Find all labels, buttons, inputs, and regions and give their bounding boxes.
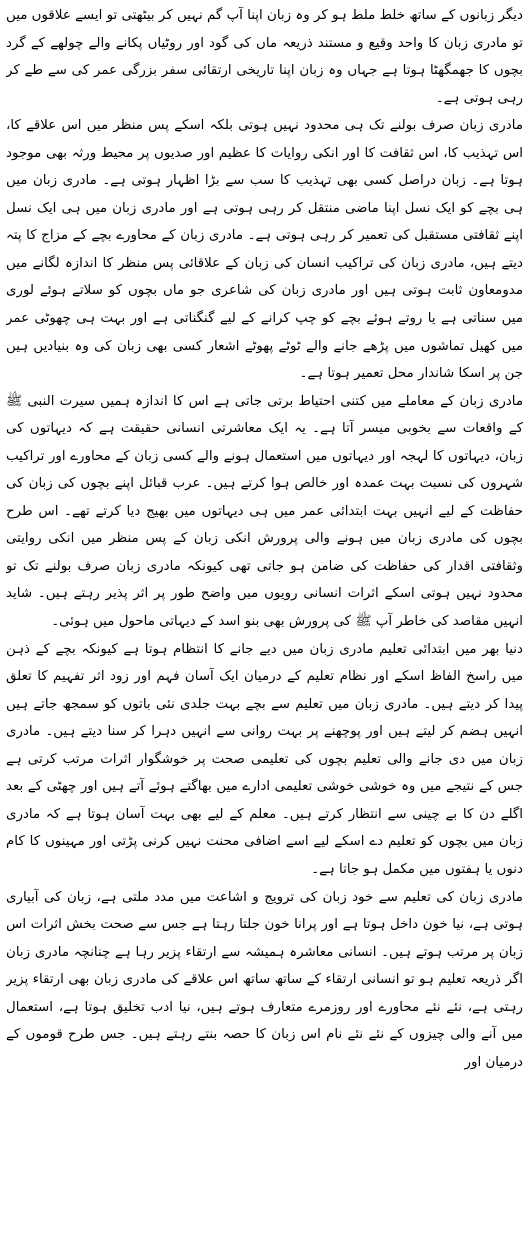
paragraph-2: مادری زبان صرف بولنے تک ہی محدود نہیں ہوتی بلکہ اسکے پس منظر میں اس علاقے کا، اس تہذیب کا، اس ثقافت کا اور انکی روایات کا عظیم اور صدیوں پر محیط ورثہ بھی موجود ہوتا ہے۔ زبان دراصل کسی بھی تہذیب کا سب سے بڑا اظہار ہوتی ہے۔ مادری زبان میں ہی بچے کو ایک نسل اپنا ماضی منتقل کر رہی ہوتی ہے اور مادری زبان میں ہی ایک نسل اپنے ثقافتی مستقبل کی تعمیر کر رہی ہوتی ہے۔ مادری زبان کے محاورے بچے کے مزاج کا پتہ دیتے ہیں، مادری زبان کی تراکیب انسان کی زبان کے علاقائی پس منظر کا اندازہ لگانے میں مدومعاون ثابت ہوتی ہیں اور مادری زبان کی شاعری جو ماں بچوں کو سلاتے ہوئے لوری میں سناتی ہے یا روتے ہوئے بچے کو چپ کرانے کے لیے گنگناتی ہے اور بہت ہی چھوٹی عمر میں کھیل تماشوں میں پڑھے جانے والے ٹوٹے پھوٹے اشعار کسی بھی زبان کی وہ بنیادیں ہیں جن پر اسکا شاندار محل تعمیر ہوتا ہے۔ (6, 118, 523, 382)
paragraph-4: دنیا بھر میں ابتدائی تعلیم مادری زبان میں دیے جانے کا انتظام ہوتا ہے کیونکہ بچے کے ذہن میں راسخ الفاظ اسکے اور نظام تعلیم کے درمیان ایک آسان فہم اور زود اثر تفہیم کا تعلق پیدا کر دیتے ہیں۔ مادری زبان میں تعلیم سے بچے بہت جلدی نئی باتوں کو سمجھ جاتے ہیں انہیں ہضم کر لیتے ہیں اور پوچھنے پر بہت روانی سے انہیں دہرا کر سنا دیتے ہیں۔ مادری زبان میں دی جانے والی تعلیم بچوں کی تعلیمی صحت پر خوشگوار اثرات مرتب کرتی ہے جس کے نتیجے میں وہ خوشی خوشی تعلیمی ادارے میں بھاگتے ہوئے آتے ہیں اور چھٹی کے بعد اگلے دن کا بے چینی سے انتظار کرتے ہیں۔ معلم کے لیے بھی بہت آسان ہوتا ہے کہ مادری زبان میں بچوں کو تعلیم دے اسکے لیے اسے اضافی محنت نہیں کرنی پڑتی اور مہینوں کا کام دنوں یا ہفتوں میں مکمل ہو جاتا ہے۔ (6, 641, 523, 877)
paragraph-5: مادری زبان کی تعلیم سے خود زبان کی ترویج و اشاعت میں مدد ملتی ہے، زبان کی آبیاری ہوتی ہے، نیا خون داخل ہوتا ہے اور پرانا خون جلتا رہتا ہے جس سے صحت بخش اثرات اس زبان پر مرتب ہوتے ہیں۔ انسانی معاشرہ ہمیشہ سے ارتقاء پزیر رہا ہے چنانچہ مادری زبان اگر ذریعہ تعلیم ہو تو انسانی ارتقاء کے ساتھ ساتھ اس علاقے کی مادری زبان بھی ارتقاء پزیر رہتی ہے، نئے نئے محاورے اور روزمرے متعارف ہوتے ہیں، نیا ادب تخلیق ہوتا ہے، استعمال میں آنے والی چیزوں کے نئے نئے نام اس زبان کا حصہ بنتے رہتے ہیں۔ جس طرح قوموں کے درمیان اور (6, 889, 523, 1070)
paragraph-3: مادری زبان کے معاملے میں کتنی احتیاط برتی جاتی ہے اس کا اندازہ ہمیں سیرت النبی ﷺ کے واقعات سے بخوبی میسر آتا ہے۔ یہ ایک معاشرتی انسانی حقیقت ہے کہ دیہاتوں کی زبان، دیہاتوں کا لہجہ اور دیہاتوں میں استعمال ہونے والے کسی زبان کے محاورے اور تراکیب شہروں کی نسبت بہت عمدہ اور خالص ہوا کرتے ہیں۔ عرب قبائل اپنے بچوں کی زبان کی حفاظت کے لیے انہیں بہت ابتدائی عمر میں ہی دیہاتوں میں بھیج دیا کرتے تھے۔ اس طرح بچوں کی مادری زبان میں ہونے والی پرورش انکی زبان کے پس منظر میں انکی روایتی وثقافتی اقدار کی حفاظت کی ضامن ہو جاتی تھی کیونکہ مادری زبان صرف بولنے تک تو محدود نہیں ہوتی اسکے اثرات انسانی رویوں میں واضح طور پر اثر پذیر رہتے ہیں۔ شاید انہیں مقاصد کی خاطر آپ ﷺ کی پرورش بھی بنو اسد کے دیہاتی ماحول میں ہوئی۔ (6, 393, 523, 630)
paragraph-1: دیگر زبانوں کے ساتھ خلط ملط ہو کر وہ زبان اپنا آپ گم نہیں کر بیٹھتی تو ایسے علاقوں میں تو مادری زبان کا واحد وقیع و مستند ذریعہ ماں کی گود اور روٹیاں پکانے والے چولھے کے گرد بچوں کا جھمگھٹا ہوتا ہے جہاں وہ زبان اپنا تاریخی ارتقائی سفر بزرگی عمر کی سے طے کر رہی ہوتی ہے۔ (6, 8, 523, 106)
urdu-article-page (6, 2, 523, 1256)
